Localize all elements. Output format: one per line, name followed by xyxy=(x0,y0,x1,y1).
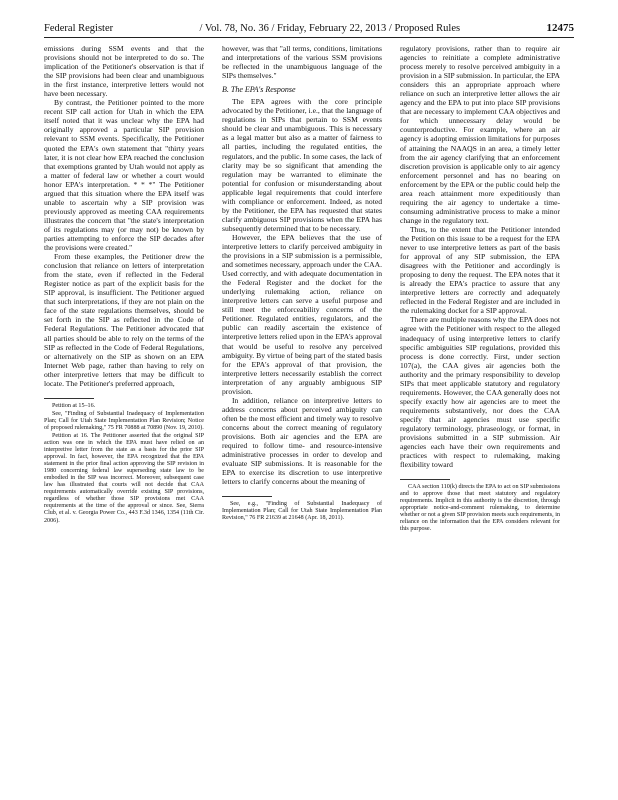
col1-paragraph-2: By contrast, the Petitioner pointed to the more recent SIP call action for Utah in which the EPA itself noted that it was unclear why the EPA had originally approved a particular SIP provision relevant to SSM events. Specifically, the Petitioner quoted the EPA's own statement that "thirty years later, it is not clear how EPA reached the conclusion that exemptions granted by Utah would not apply as a matter of federal law or whether a court would honor EPA's interpretation. * * *" The Petitioner argued that this situation where the EPA itself was unable to ascertain why a SIP provision was previously approved as meeting CAA requirements illustrates the concern that "the state's interpretation of its regulations may (or may not) be known by parties attempting to enforce the SIP decades after the provisions were created." xyxy=(44,98,204,253)
footnote: See, "Finding of Substantial Inadequacy of Implementation Plan; Call for Utah State Implementation Plan Revision; Notice of proposed rulemaking," 75 FR 70888 at 70890 (Nov. 19, 2010). xyxy=(44,410,204,431)
col3-paragraph-1: regulatory provisions, rather than to require air agencies to reinitiate a complete administrative process merely to resolve perceived ambiguity in a provision in a SIP submission. In particular, the EPA considers this an appropriate approach where reliance on such an interpretive letter allows the air agency and the EPA to put into place SIP provisions that are necessary to implement CAA objectives and for which unnecessary delay would be counterproductive. For example, where an air agency is adopting emission limitations for purposes of attaining the NAAQS in an area, a timely letter from the air agency clarifying that an enforcement discretion provision is applicable only to air agency enforcement personnel and has no bearing on enforcement by the EPA or the public could help the area reach attainment more expeditiously than requiring the air agency to undertake a time-consuming administrative process to make a minor change in the regulatory text. xyxy=(400,44,560,225)
col2-paragraph-4: In addition, reliance on interpretive letters to address concerns about perceived ambiguity can often be the most efficient and timely way to resolve concerns about the correct meaning of regulatory provisions. Both air agencies and the EPA are required to follow time- and resource-intensive administrative processes in order to develop and evaluate SIP submissions. It is reasonable for the EPA to exercise its discretion to use interpretive letters to clarify concerns about the meaning of xyxy=(222,395,382,487)
footnote-rule xyxy=(400,479,450,480)
col2-paragraph-2: The EPA agrees with the core principle advocated by the Petitioner, i.e., that the language of regulations in SIPs that pertain to SSM events should be clear and unambiguous. This is necessary as a legal matter but also as a matter of fairness to all parties, including the regulated entities, the regulators, and the public. In some cases, the lack of clarity may be so significant that amending the regulation may be warranted to eliminate the potential for confusion or misunderstanding about applicable legal requirements that could interfere with compliance or enforcement. Indeed, as noted by the Petitioner, the EPA has requested that states clarify ambiguous SIP provisions when the EPA has subsequently determined that to be necessary. xyxy=(222,97,382,233)
col3-paragraph-2: Thus, to the extent that the Petitioner intended the Petition on this issue to be a request for the EPA never to use interpretive letters as part of the basis for approval of any SIP submission, the EPA disagrees with the Petitioner and accordingly is proposing to deny the request. The EPA notes that it is already the EPA's practice to assure that any interpretive letters are correctly and adequately reflected in the Federal Register and are included in the rulemaking docket for a SIP approval. xyxy=(400,224,560,316)
page-header xyxy=(44,22,574,36)
col2-paragraph-3: However, the EPA believes that the use of interpretive letters to clarify perceived ambiguity in the provisions in a SIP submission is a permissible, and sometimes necessary, approach under the CAA. Used correctly, and with adequate documentation in the Federal Register and the docket for the underlying rulemaking action, reliance on interpretive letters can serve a useful purpose and still meet the enforceability concerns of the Petitioner. Regulated entities, regulators, and the public can readily ascertain the existence of interpretive letters relied upon in the EPA's approval that would be useful to resolve any perceived ambiguity. By virtue of being part of the stated basis for the EPA's approval of that provision, the interpretive letters necessarily establish the correct interpretation of any arguably ambiguous SIP provision. xyxy=(222,232,382,396)
header-rule xyxy=(44,37,574,38)
col1-paragraph-3: From these examples, the Petitioner drew the conclusion that reliance on letters of interpretation from the state, even if reflected in the Federal Register notice as part of the explicit basis for the SIP approval, is insufficient. The Petitioner argued that such interpretations, if they are not plain on the face of the state regulations themselves, should be set forth in the SIP as reflected in the Code of Federal Regulations. The Petitioner advocated that all parties should be able to rely on the terms of the SIP as reflected in the Code of Federal Regulations, or alternatively on the SIP as shown on an EPA Internet Web page, rather than having to rely on other interpretive letters that may be difficult to locate. The Petitioner's preferred approach, xyxy=(44,252,204,388)
footnote: CAA section 110(k) directs the EPA to act on SIP submissions and to approve those that meet statutory and regulatory requirements. Implicit in this authority is the discretion, through appropriate notice-and-comment rulemaking, to determine whether or not a given SIP provision meets such requirements, in reliance on the information that the EPA considers relevant for this purpose. xyxy=(400,484,560,533)
col1-footnotes xyxy=(44,403,204,525)
publication-name: Federal Register xyxy=(44,23,114,34)
col2-footnotes xyxy=(222,501,382,522)
col2-paragraph-1: however, was that "all terms, conditions, limitations and interpretations of the various SSM provisions be reflected in the unambiguous language of the SIPs themselves." xyxy=(222,44,382,81)
column-1 xyxy=(44,44,204,526)
footnote-rule xyxy=(44,398,94,399)
col3-footnotes xyxy=(400,484,560,533)
footnote: See, e.g., "Finding of Substantial Inadequacy of Implementation Plan; Call for Utah State Implementation Plan Revision," 76 FR 21639 at 21648 (Apr. 18, 2011). xyxy=(222,501,382,522)
section-heading: B. The EPA's Response xyxy=(222,85,296,95)
column-3 xyxy=(400,44,560,535)
footnote: Petition at 15–16. xyxy=(52,402,96,409)
col3-paragraph-3: There are multiple reasons why the EPA does not agree with the Petitioner with respect to the alleged inadequacy of using interpretive letters to clarify specific ambiguities SIP regulations, provided this process is done correctly. First, under section 107(a), the CAA gives air agencies both the authority and the primary responsibility to develop SIPs that meet applicable statutory and regulatory requirements. However, the CAA generally does not specify exactly how air agencies are to meet the requirements substantively, nor does the CAA specify that air agencies must use specific regulatory terminology, phraseology, or format, in provisions submitted in a SIP submission. Air agencies each have their own requirements and practices with respect to rulemaking, making flexibility toward xyxy=(400,315,560,470)
page-number: 12475 xyxy=(546,22,574,34)
column-2 xyxy=(222,44,382,523)
footnote: Petition at 16. The Petitioner asserted that the original SIP action was one in which the EPA must have relied on an interpretive letter from the state as a basis for the prior SIP approval. In fact, however, the EPA recognized that the EPA statement in the prior final action approving the SIP revision in 1980 concerning federal law superseding state law to be embodied in the SIP was incorrect. Moreover, subsequent case law has illustrated that courts will not decide that CAA requirements automatically override existing SIP provisions, regardless of whether those SIP provisions met CAA requirements at the time of the approval or since. See, Sierra Club, et al. v. Georgia Power Co., 443 F.3d 1346, 1354 (11th Cir. 2006). xyxy=(44,432,204,524)
volume-info: / Vol. 78, No. 36 / Friday, February 22, 2013 / Proposed Rules xyxy=(199,23,461,34)
col1-paragraph-1: emissions during SSM events and that the provisions should not be interpreted to do so. The implication of the Petitioner's observation is that if the SIP provisions had been clear and unambiguous in the first instance, interpretive letters would not have been necessary. xyxy=(44,44,204,99)
footnote-rule xyxy=(222,496,272,497)
